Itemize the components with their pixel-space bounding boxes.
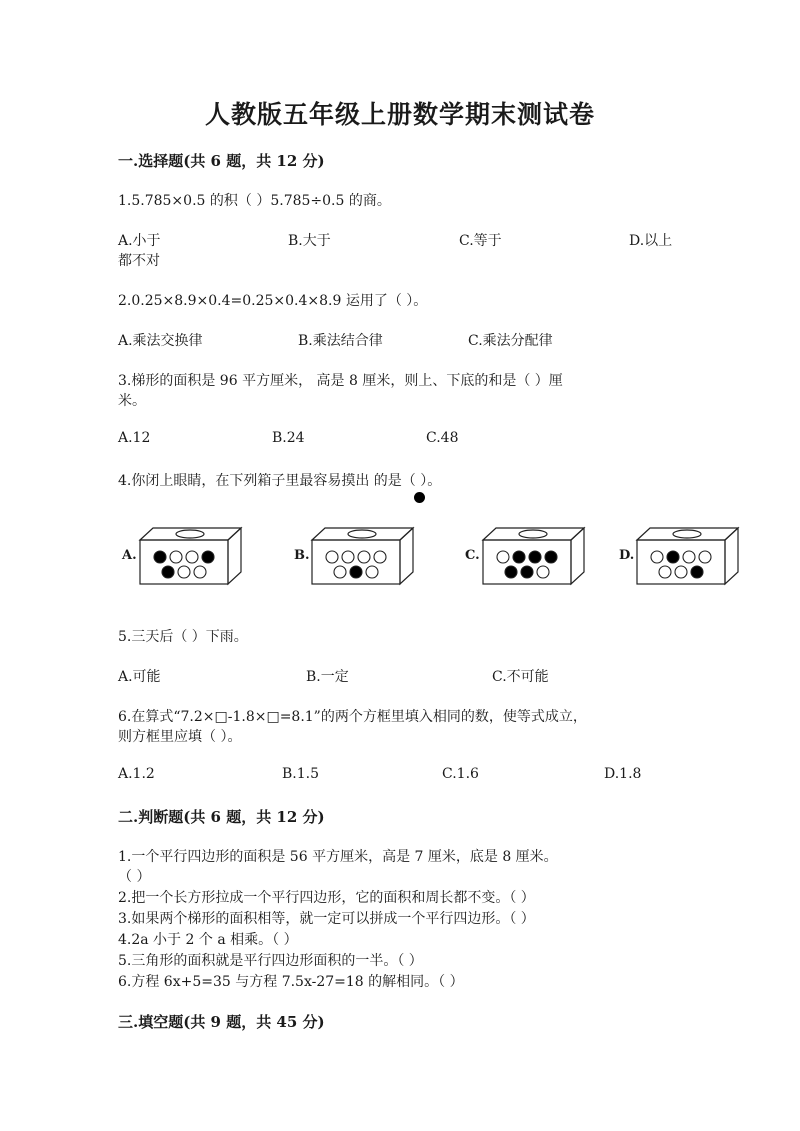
white-ball xyxy=(326,551,338,563)
q3-option-a: A.12 xyxy=(118,430,151,446)
box-c-label: C. xyxy=(465,548,480,563)
box-option-b xyxy=(290,520,420,586)
question-2-text: 2.0.25×8.9×0.4=0.25×0.4×8.9 运用了（ ）。 xyxy=(118,293,428,309)
box-opening xyxy=(348,530,376,538)
box-option-d xyxy=(615,520,745,586)
q3-option-c: C.48 xyxy=(426,430,459,446)
black-ball xyxy=(529,551,541,563)
black-ball-icon xyxy=(414,492,425,503)
q1-option-a: A.小于 xyxy=(118,233,161,249)
q1-option-c: C.等于 xyxy=(459,233,502,249)
section-heading-judge: 二.判断题(共 6 题，共 12 分) xyxy=(118,808,325,826)
q5-option-b: B.一定 xyxy=(306,669,349,685)
white-ball xyxy=(683,551,695,563)
question-1-text: 1.5.785×0.5 的积（ ）5.785÷0.5 的商。 xyxy=(118,193,391,209)
black-ball xyxy=(545,551,557,563)
q5-option-c: C.不可能 xyxy=(492,669,549,685)
white-ball xyxy=(178,566,190,578)
q1-option-b: B.大于 xyxy=(288,233,331,249)
white-ball xyxy=(358,551,370,563)
q6-option-b: B.1.5 xyxy=(282,766,320,782)
box-d-label: D. xyxy=(619,548,635,563)
black-ball xyxy=(521,566,533,578)
box-side-face xyxy=(228,528,241,584)
judge-item: （ ） xyxy=(118,869,151,885)
section-heading-fill: 三.填空题(共 9 题，共 45 分) xyxy=(118,1013,325,1031)
white-ball xyxy=(659,566,671,578)
q2-option-b: B.乘法结合律 xyxy=(298,333,383,349)
white-ball xyxy=(186,551,198,563)
box-d-drawing xyxy=(615,520,745,586)
box-option-a xyxy=(118,520,248,586)
white-ball xyxy=(699,551,711,563)
black-ball xyxy=(202,551,214,563)
q1-option-d-wrap: 都不对 xyxy=(118,253,160,269)
question-6-wrap: 则方框里应填（ ）。 xyxy=(118,729,242,745)
box-c-drawing xyxy=(461,520,591,586)
judge-item: 5.三角形的面积就是平行四边形面积的一半。（ ） xyxy=(118,953,423,969)
judge-item: 2.把一个长方形拉成一个平行四边形，它的面积和周长都不变。（ ） xyxy=(118,890,535,906)
white-ball xyxy=(537,566,549,578)
black-ball xyxy=(162,566,174,578)
white-ball xyxy=(366,566,378,578)
box-side-face xyxy=(571,528,584,584)
black-ball xyxy=(513,551,525,563)
black-ball xyxy=(350,566,362,578)
judge-item: 6.方程 6x+5=35 与方程 7.5x-27=18 的解相同。（ ） xyxy=(118,974,464,990)
box-side-face xyxy=(400,528,413,584)
question-4-text: 4.你闭上眼睛，在下列箱子里最容易摸出 的是（ ）。 xyxy=(118,473,442,489)
question-3-wrap: 米。 xyxy=(118,393,146,409)
question-6-text: 6.在算式“7.2×□-1.8×□=8.1”的两个方框里填入相同的数，使等式成立， xyxy=(118,709,587,725)
white-ball xyxy=(497,551,509,563)
box-option-c xyxy=(461,520,591,586)
q1-option-d: D.以上 xyxy=(629,233,673,249)
judge-item: 4.2a 小于 2 个 a 相乘。（ ） xyxy=(118,932,298,948)
box-opening xyxy=(519,530,547,538)
black-ball xyxy=(154,551,166,563)
box-a-drawing xyxy=(118,520,248,586)
white-ball xyxy=(675,566,687,578)
box-b-label: B. xyxy=(294,548,310,563)
q2-option-a: A.乘法交换律 xyxy=(118,333,203,349)
white-ball xyxy=(170,551,182,563)
white-ball xyxy=(342,551,354,563)
judge-item: 3.如果两个梯形的面积相等，就一定可以拼成一个平行四边形。（ ） xyxy=(118,911,535,927)
box-a-label: A. xyxy=(122,548,137,563)
judge-item: 1.一个平行四边形的面积是 56 平方厘米，高是 7 厘米，底是 8 厘米。 xyxy=(118,849,558,865)
white-ball xyxy=(334,566,346,578)
white-ball xyxy=(194,566,206,578)
white-ball xyxy=(374,551,386,563)
black-ball xyxy=(505,566,517,578)
white-ball xyxy=(651,551,663,563)
q6-option-d: D.1.8 xyxy=(604,766,642,782)
q2-option-c: C.乘法分配律 xyxy=(468,333,553,349)
black-ball xyxy=(667,551,679,563)
page-title: 人教版五年级上册数学期末测试卷 xyxy=(204,100,595,129)
q5-option-a: A.可能 xyxy=(118,669,161,685)
q6-option-a: A.1.2 xyxy=(118,766,155,782)
box-b-drawing xyxy=(290,520,420,586)
q3-option-b: B.24 xyxy=(272,430,305,446)
box-opening xyxy=(673,530,701,538)
q6-option-c: C.1.6 xyxy=(442,766,479,782)
box-opening xyxy=(176,530,204,538)
question-3-text: 3.梯形的面积是 96 平方厘米， 高是 8 厘米，则上、下底的和是（ ）厘 xyxy=(118,373,563,389)
black-ball xyxy=(691,566,703,578)
section-heading-choice: 一.选择题(共 6 题，共 12 分) xyxy=(118,152,325,170)
ball-box-options xyxy=(118,520,738,590)
box-side-face xyxy=(725,528,738,584)
question-5-text: 5.三天后（ ）下雨。 xyxy=(118,629,248,645)
